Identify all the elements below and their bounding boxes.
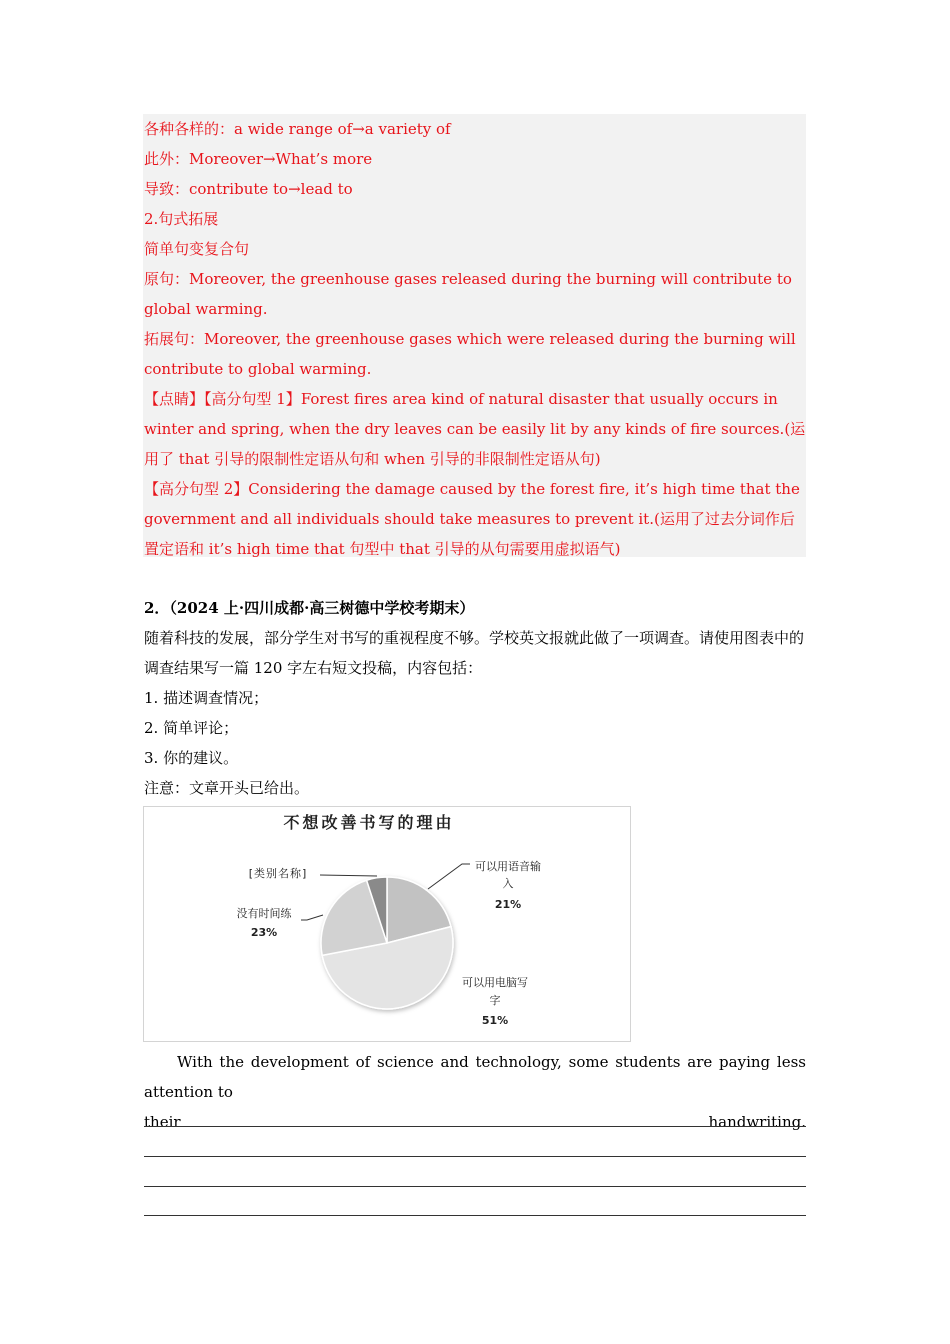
answer-line-compound: 简单句变复合句	[144, 240, 250, 258]
question-heading: 2．（2024 上·四川成都·高三树德中学校考期末）	[144, 599, 475, 617]
pie-chart-svg	[144, 807, 630, 1041]
label-computer-percent: 51%	[481, 1014, 509, 1027]
answer-highlight-2: 【高分句型 2】Considering the damage caused by the forest fire, it’s high time that the government and all individuals should take measures to prevent it.(运用了过去分词作后置定语和 it’s high time that 句型中 that 引导的从句需要用虚拟语气)	[144, 480, 800, 558]
answer-line-sentence-expansion: 2.句式拓展	[144, 210, 219, 228]
question-item-3: 3. 你的建议。	[144, 749, 239, 767]
question-intro: 随着科技的发展，部分学生对书写的重视程度不够。学校英文报就此做了一项调查。请使用图表中的调查结果写一篇 120 字左右短文投稿，内容包括：	[144, 629, 805, 677]
answer-explanation-box	[143, 114, 806, 557]
question-note: 注意：文章开头已给出。	[144, 779, 310, 797]
writing-line-1[interactable]	[144, 1126, 806, 1127]
label-voice-line2: 入	[502, 877, 514, 890]
essay-word-handwriting: handwriting.	[708, 1113, 806, 1131]
chart-title: 不想改善书写的理由	[283, 813, 455, 832]
writing-line-2[interactable]	[144, 1156, 806, 1157]
writing-line-4[interactable]	[144, 1215, 806, 1216]
leader-line-voice	[428, 864, 470, 889]
essay-opening-line2	[144, 1107, 806, 1137]
essay-word-their: their	[144, 1113, 181, 1131]
label-notime: 没有时间练	[236, 907, 292, 920]
label-notime-percent: 23%	[250, 926, 278, 939]
label-voice-percent: 21%	[494, 898, 522, 911]
writing-line-3[interactable]	[144, 1186, 806, 1187]
answer-line-variety: 各种各样的：a wide range of→a variety of	[144, 120, 451, 138]
label-category: [类别名称]	[248, 867, 308, 880]
answer-line-moreover: 此外：Moreover→What’s more	[144, 150, 373, 168]
question-item-2: 2. 简单评论；	[144, 719, 239, 737]
essay-opening-line1: With the development of science and technology, some students are paying less attention to	[144, 1053, 806, 1101]
question-item-1: 1. 描述调查情况；	[144, 689, 269, 707]
label-computer-line1: 可以用电脑写	[462, 976, 528, 989]
pie-chart	[143, 806, 631, 1042]
leader-line-notime	[301, 915, 323, 920]
label-voice-line1: 可以用语音输	[475, 860, 541, 873]
answer-expanded-sentence: 拓展句：Moreover, the greenhouse gases which were released during the burning will contribute to global warming.	[144, 330, 796, 378]
leader-line-category	[320, 875, 377, 876]
answer-highlight-1: 【点睛】【高分句型 1】Forest fires area kind of natural disaster that usually occurs in winter and spring, when the dry leaves can be easily lit by any kinds of fire sources.(运用了 that 引导的限制性定语从句和 when 引导的非限制性定语从句)	[144, 390, 806, 468]
question-2	[144, 593, 806, 803]
pie-slices	[321, 877, 453, 1009]
answer-line-contribute: 导致：contribute to→lead to	[144, 180, 353, 198]
essay-opening	[144, 1047, 806, 1137]
answer-original-sentence: 原句：Moreover, the greenhouse gases released during the burning will contribute to global warming.	[144, 270, 792, 318]
label-computer-line2: 字	[489, 994, 501, 1007]
